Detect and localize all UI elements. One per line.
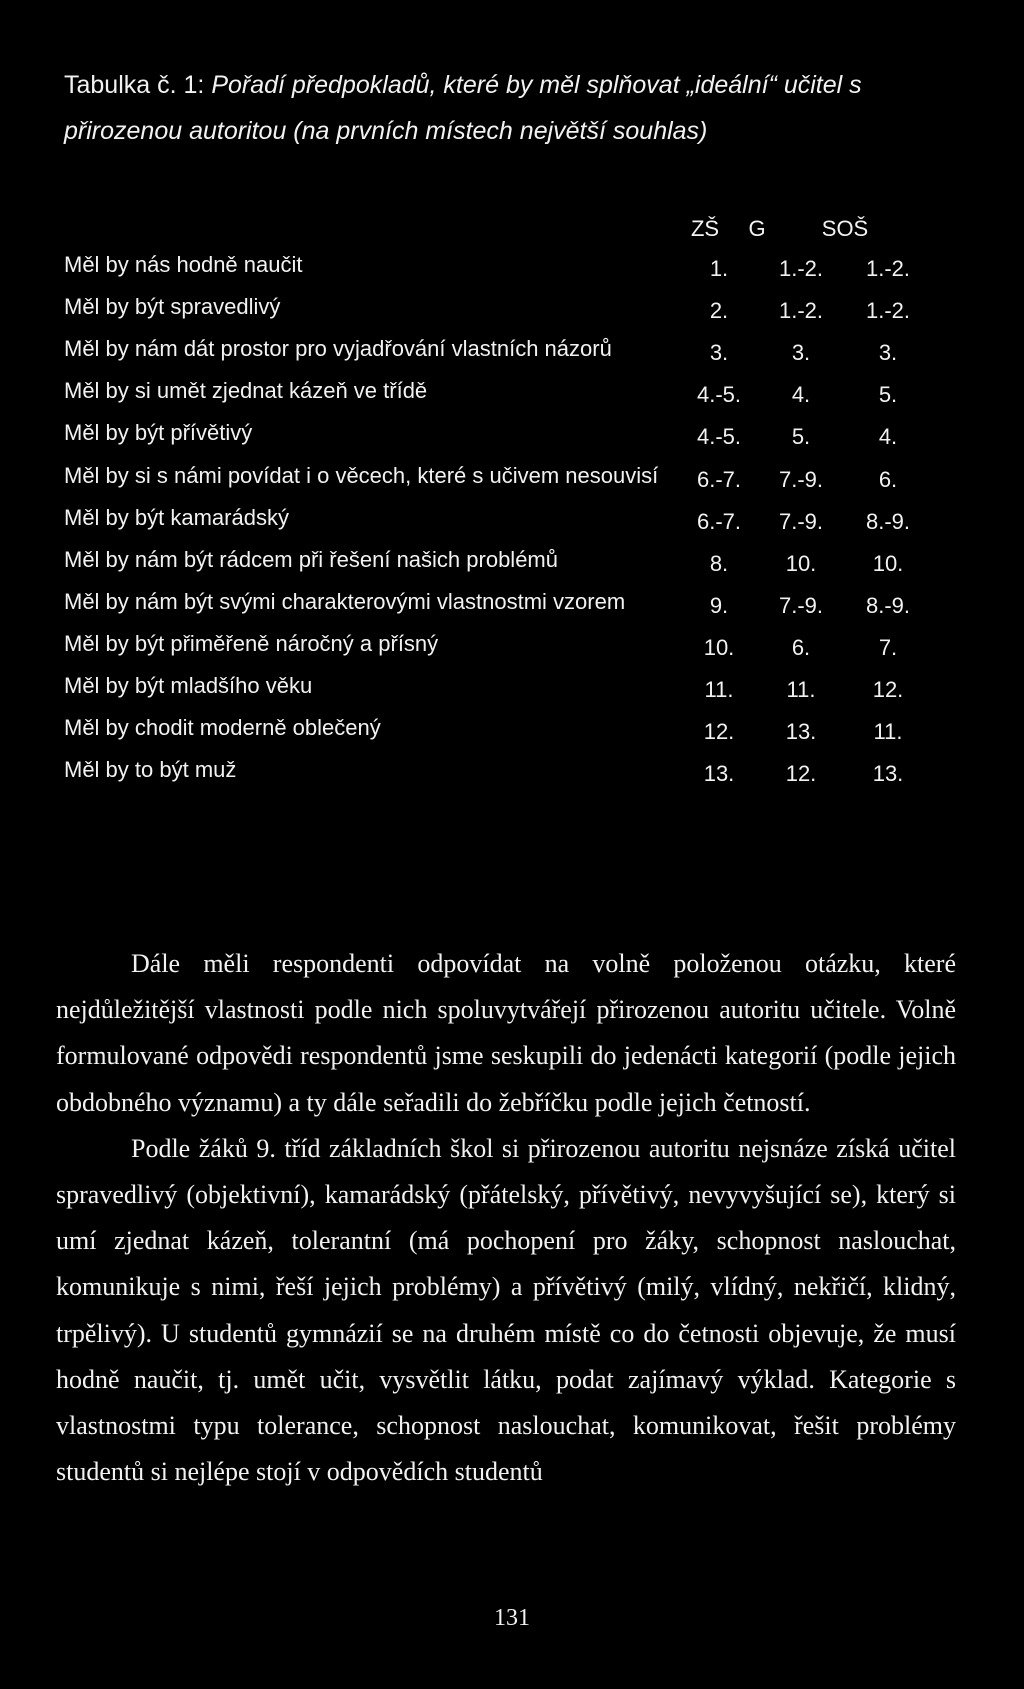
paragraph: Dále měli respondenti odpovídat na volně položenou otázku, které nejdůležitější vlastnosti podle nich spoluvytvářejí přirozenou autoritu učitele. Volně formulované odpovědi respondentů jsme seskupili do jedenácti kategorií (podle jejich obdobného významu) a ty dále seřadili do žebříčku podle jejich četností. — [56, 949, 956, 1117]
table-row-label: Měl by nám být svými charakterovými vlastnostmi vzorem — [64, 589, 626, 614]
table-cell-g: 6. — [791, 635, 811, 660]
table-row-label: Měl by to být muž — [64, 757, 237, 782]
page-number: 131 — [494, 1605, 530, 1631]
table-cell-zs: 4.-5. — [696, 424, 742, 449]
table-cell-zs: 11. — [704, 677, 734, 702]
table-cell-zs: 4.-5. — [696, 382, 742, 407]
table-cell-zs: 9. — [709, 593, 729, 618]
table-row-label: Měl by být mladšího věku — [64, 673, 313, 698]
table-cell-g: 13. — [785, 719, 817, 744]
table-cell-sos: 6. — [878, 467, 898, 492]
table-cell-sos: 5. — [878, 382, 898, 407]
table-row-label: Měl by nás hodně naučit — [64, 252, 303, 277]
paragraph: Podle žáků 9. tříd základních škol si přirozenou autoritu nejsnáze získá učitel spravedlivý (objektivní), kamarádský (přátelský, přívětivý, nevyvyšující se), který si umí zjednat kázeň, tolerantní (má pochopení pro žáky, schopnost naslouchat, komunikuje s nimi, řeší jejich problémy) a přívětivý (milý, vlídný, nekřičí, klidný, trpělivý). U studentů gymnázií se na druhém místě co do četnosti objevuje, že musí hodně naučit, tj. umět učit, vysvětlit látku, podat zajímavý výklad. Kategorie s vlastnostmi typu tolerance, schopnost naslouchat, komunikovat, řešit problémy studentů si nejlépe stojí v odpovědích studentů — [56, 1133, 956, 1487]
column-header-zs: ZŠ — [690, 216, 720, 241]
column-header-g: G — [748, 216, 766, 241]
table-row-label: Měl by být přívětivý — [64, 420, 253, 445]
body-text — [56, 941, 956, 1495]
table-cell-zs: 2. — [709, 298, 729, 323]
table-cell-g: 10. — [785, 551, 817, 576]
table-row-label: Měl by si s námi povídat i o věcech, které s učivem nesouvisí — [64, 463, 659, 488]
table-cell-sos: 7. — [878, 635, 898, 660]
table-row-label: Měl by být spravedlivý — [64, 294, 281, 319]
table-row-label: Měl by chodit moderně oblečený — [64, 715, 381, 740]
table-cell-zs: 8. — [709, 551, 729, 576]
table-row-label: Měl by nám dát prostor pro vyjadřování vlastních názorů — [64, 336, 612, 361]
table-cell-g: 12. — [785, 761, 817, 786]
table-cell-g: 7.-9. — [778, 467, 824, 492]
table-cell-g: 1.-2. — [778, 298, 824, 323]
table-cell-sos: 4. — [878, 424, 898, 449]
table-cell-g: 5. — [791, 424, 811, 449]
table-row-label: Měl by být kamarádský — [64, 505, 289, 530]
table-cell-sos: 8.-9. — [865, 509, 911, 534]
table-row-label: Měl by nám být rádcem při řešení našich problémů — [64, 547, 558, 572]
table-cell-zs: 10. — [703, 635, 735, 660]
table-cell-sos: 13. — [872, 761, 904, 786]
table-cell-zs: 6.-7. — [696, 467, 742, 492]
column-header-sos: SOŠ — [821, 216, 869, 241]
table-cell-sos: 1.-2. — [865, 298, 911, 323]
table-cell-g: 4. — [791, 382, 811, 407]
table-cell-g: 7.-9. — [778, 593, 824, 618]
table-cell-g: 7.-9. — [778, 509, 824, 534]
table-cell-sos: 12. — [872, 677, 904, 702]
table-cell-sos: 3. — [878, 340, 898, 365]
table-row-label: Měl by být přiměřeně náročný a přísný — [64, 631, 439, 656]
table-cell-sos: 8.-9. — [865, 593, 911, 618]
table-cell-zs: 12. — [703, 719, 735, 744]
table-cell-g: 1.-2. — [778, 256, 824, 281]
table-caption-label: Tabulka č. 1: — [64, 71, 212, 99]
table-cell-sos: 11. — [873, 719, 903, 744]
table-cell-zs: 3. — [709, 340, 729, 365]
table-cell-sos: 10. — [872, 551, 904, 576]
table-cell-zs: 13. — [703, 761, 735, 786]
table-cell-zs: 1. — [709, 256, 729, 281]
table-cell-g: 3. — [791, 340, 811, 365]
table-cell-zs: 6.-7. — [696, 509, 742, 534]
table-caption-title: Pořadí předpokladů, které by měl splňovat „ideální“ učitel s přirozenou autoritou (na prvních místech největší souhlas) — [64, 71, 862, 145]
table-cell-sos: 1.-2. — [865, 256, 911, 281]
table-cell-g: 11. — [786, 677, 816, 702]
table-row-label: Měl by si umět zjednat kázeň ve třídě — [64, 378, 428, 403]
